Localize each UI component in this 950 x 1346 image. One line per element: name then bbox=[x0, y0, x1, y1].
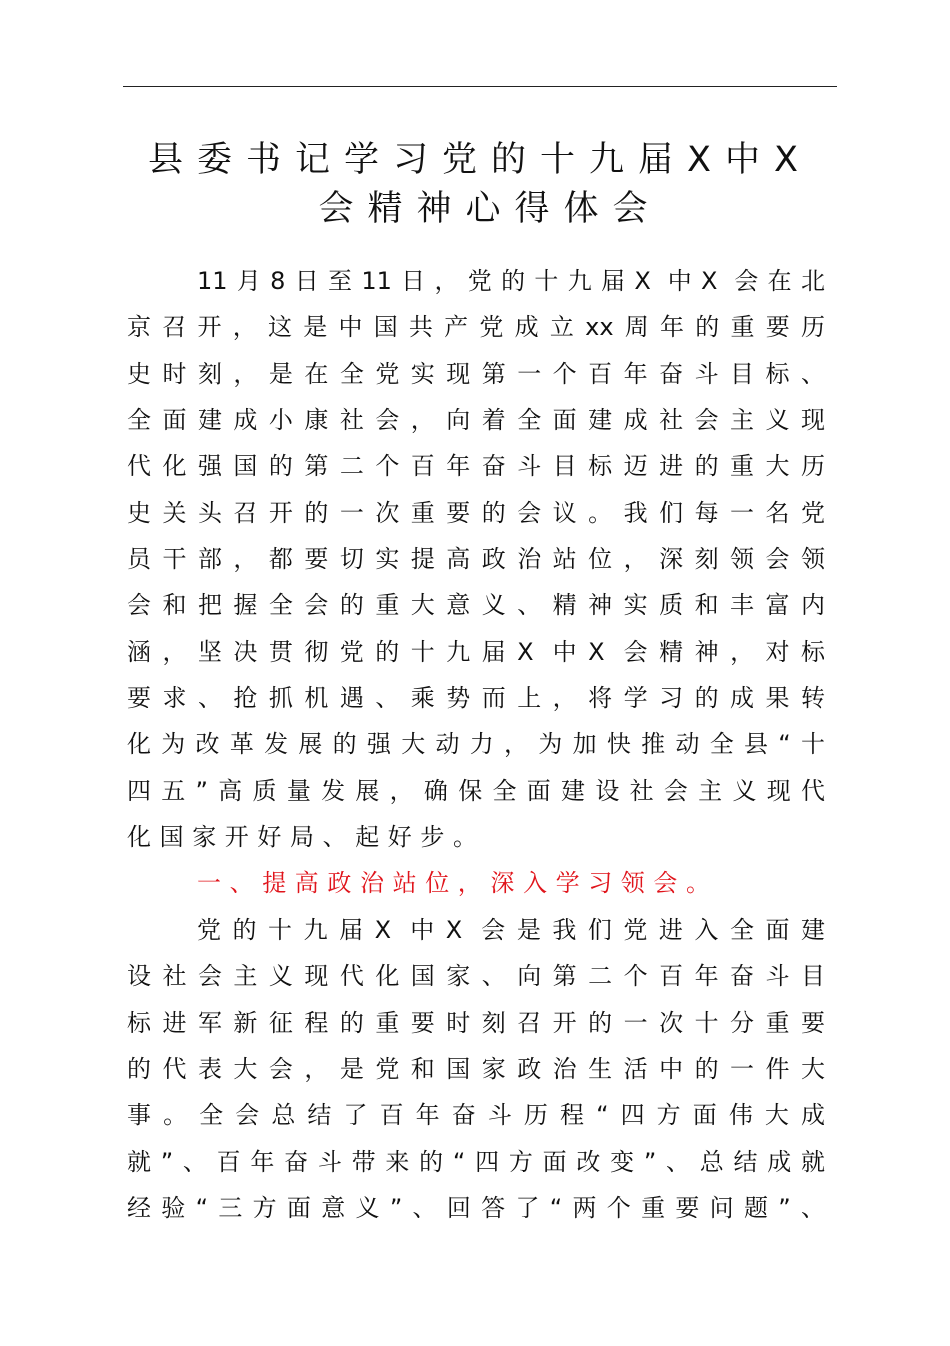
paragraph-1-line: 京召开，这是中国共产党成立xx周年的重要历 bbox=[127, 313, 825, 342]
paragraph-2-line: 的代表大会，是党和国家政治生活中的一件大 bbox=[127, 1054, 825, 1083]
section-heading-1: 一、提高政治站位，深入学习领会。 bbox=[197, 869, 719, 898]
paragraph-2-line: 经验“三方面意义”、回答了“两个重要问题”、 bbox=[127, 1193, 825, 1222]
document-body bbox=[127, 258, 825, 1231]
paragraph-1-line: 化国家开好局、起好步。 bbox=[127, 823, 486, 852]
paragraph-1-line: 代化强国的第二个百年奋斗目标迈进的重大历 bbox=[127, 452, 825, 481]
paragraph-2-line: 党的十九届X 中X 会是我们党进入全面建 bbox=[197, 915, 825, 944]
paragraph-1-line: 11月8日至11日，党的十九届X 中X 会在北 bbox=[197, 267, 825, 295]
paragraph-2-line: 设社会主义现代化国家、向第二个百年奋斗目 bbox=[127, 962, 825, 991]
paragraph-1-line: 全面建成小康社会，向着全面建成社会主义现 bbox=[127, 406, 825, 435]
paragraph-2-line: 事。全会总结了百年奋斗历程“四方面伟大成 bbox=[127, 1101, 825, 1130]
paragraph-1-line: 史关头召开的一次重要的会议。我们每一名党 bbox=[127, 498, 825, 527]
paragraph-1-line: 涵，坚决贯彻党的十九届X 中X 会精神，对标 bbox=[127, 637, 825, 666]
title-line-1: 县委书记学习党的十九届X中X bbox=[148, 140, 812, 180]
paragraph-1-line: 要求、抢抓机遇、乘势而上，将学习的成果转 bbox=[127, 684, 825, 713]
title-line-2: 会精神心得体会 bbox=[318, 189, 662, 229]
paragraph-1-line: 会和把握全会的重大意义、精神实质和丰富内 bbox=[127, 591, 825, 620]
header-rule bbox=[123, 86, 837, 87]
paragraph-1-line: 四五”高质量发展，确保全面建设社会主义现代 bbox=[127, 776, 825, 805]
paragraph-2-line: 标进军新征程的重要时刻召开的一次十分重要 bbox=[127, 1008, 825, 1037]
paragraph-1-line: 化为改革发展的强大动力，为加快推动全县“十 bbox=[127, 730, 825, 759]
paragraph-1-line: 员干部，都要切实提高政治站位，深刻领会领 bbox=[127, 545, 825, 574]
paragraph-2-line: 就”、百年奋斗带来的“四方面改变”、总结成就 bbox=[127, 1147, 825, 1176]
paragraph-1-line: 史时刻，是在全党实现第一个百年奋斗目标、 bbox=[127, 359, 825, 388]
